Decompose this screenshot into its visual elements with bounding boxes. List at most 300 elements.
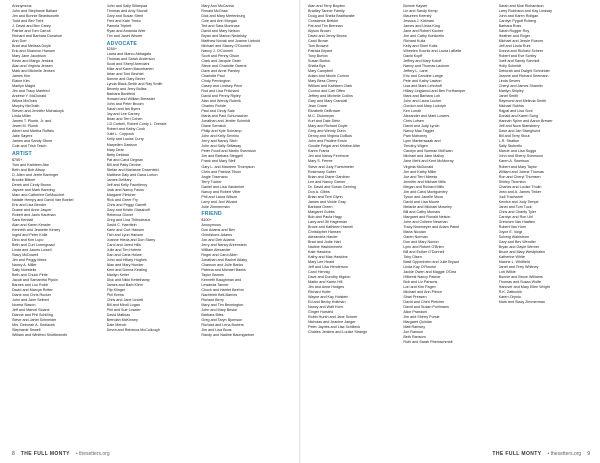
donor-name: John and Pauline Erwin [308, 139, 347, 144]
donor-name: Wayne and Kay Holstein [308, 294, 349, 299]
donor-name: Alan and Wendy Rubnik [201, 99, 241, 104]
donor-name: Donna and Richard Scheer [498, 49, 544, 54]
donor-name: Jim and Kathy Miller [403, 169, 437, 174]
donor-name: John and Stephanie Ballard [12, 9, 58, 14]
donor-name: Joe and Terri Mieeks [403, 174, 438, 179]
donor-name: Robert and Kathy Cook [106, 127, 146, 132]
donor-column-1 [12, 4, 103, 444]
donor-name: Bill and Mindi Logan [106, 303, 140, 307]
donor-column-2 [107, 4, 198, 444]
donor-name: Lin and Sandy Kemp [403, 9, 438, 14]
donor-name: Sara Kendall [12, 217, 34, 222]
donor-name: Nadine Hashimmerie [308, 244, 343, 249]
donor-name: Tony Burton [308, 54, 328, 59]
tier-heading: ADVOCATE [106, 40, 137, 47]
donor-name: David and Lisa Moore [403, 199, 440, 204]
donor-name: Jeff and Linda Ruhl [498, 44, 531, 49]
donor-name: Diane and Chris Rucker [12, 292, 52, 297]
donor-name: Jackie Owen and Maggie O'Dea [403, 269, 457, 274]
donor-name: Larry and Joni Wizard [201, 199, 238, 204]
donor-name: Chris and Patricia Tilson [201, 169, 242, 174]
donor-name: Alan and Karen Kessler [12, 222, 51, 227]
donor-name: Doug and Sheila Braithwaite [308, 14, 355, 19]
donor-name: Jeff and Lisa Henderson [308, 264, 348, 269]
donor-name: James DeMary [106, 177, 132, 182]
donor-name: Bill and Esther O'Donnell [403, 249, 445, 254]
footer-site: • thesetters.org [547, 451, 582, 457]
page-number: 9 [587, 451, 590, 457]
donor-name: Rick and Greer Fry [106, 197, 138, 202]
donor-name: Kevin and Margo Jenkins [12, 59, 54, 64]
donor-name: Phil and Laura Wilson [201, 194, 238, 199]
donor-name: Robert and Janis Kaufman [12, 212, 56, 217]
donor-name: Dick and Nikki Kettelhamp [106, 277, 150, 282]
donor-name: Thomas and Sarah Anderson [106, 57, 155, 62]
donor-name: David Mathias [106, 313, 131, 318]
donor-name: Chris and Peggy Garrett [106, 202, 147, 207]
donor-name: Timothy Wigen [403, 144, 428, 149]
donor-name: Alan and Mary Hunder [106, 262, 144, 267]
donor-name: Greg and Taryn Bjornson [201, 318, 243, 323]
donor-name: Mary Dear [106, 147, 124, 152]
donor-name: Greg and Lina Thibodeaux [106, 217, 151, 222]
donor-name: David and Jenny Brown [308, 34, 347, 39]
donor-name: John and Kelly Sevrino [201, 134, 240, 139]
donor-name: Garen Norman [403, 234, 428, 239]
donor-name: Pat and Carol Degnan [106, 157, 144, 162]
donor-name: Chris and Jane Lindell [106, 297, 144, 302]
donor-name: Rod and Lisa Pritchard [201, 89, 239, 94]
donor-name: Jim and Lisa Boos [201, 328, 232, 333]
donor-name: Frank and Mary Stell [201, 159, 236, 164]
donor-name: Maxine L. Whitfield [498, 259, 530, 264]
donor-name: Robert Van Horn [498, 224, 527, 229]
donor-name: Stephanie Sewell [12, 328, 41, 333]
donor-name: David and Cheri Pletcher [403, 299, 445, 304]
donor-name: Denny and Virginia DuBois [308, 134, 353, 139]
donor-name: Don A. Gibbs [308, 189, 330, 194]
donor-name: David C. Haertlein [106, 222, 137, 227]
donor-name: Kent and Donna Keating [106, 267, 147, 272]
donor-name: Murphy McGrath [12, 104, 40, 109]
donor-name: Jean and A. James Tinker [498, 189, 542, 194]
donor-name: John and Mary Beske [201, 308, 238, 313]
donor-name: Carolyn and Norman McEwan [403, 149, 453, 154]
donor-name: Shari Pressen [403, 294, 427, 299]
donor-name: Phil and Sue Lowder [106, 308, 141, 313]
donor-name: Patrice and Tom Carroll [12, 29, 51, 34]
donor-name: Maryellen Dawson [106, 142, 138, 147]
donor-name: Taylor Barnes [201, 272, 224, 277]
donor-name: Betty Debban [106, 152, 130, 157]
donor-name: Jeff and Nora Stansberry [498, 124, 540, 129]
donor-name: Richard and Barbara Donahue [12, 34, 63, 39]
donor-name: John and Sherry Svensson [498, 154, 543, 159]
donor-name: Karie and Curt Hansen [106, 227, 145, 232]
donor-name: Barbara Ross [498, 24, 522, 29]
donor-name: Flip Klinger [106, 287, 126, 292]
donor-name: James and Vickie Gray [308, 199, 346, 204]
donor-name: Marcie and Lisa Suggs [498, 149, 537, 154]
donor-name: J.D.Corbell, Robert Cordy L. Dressie [106, 122, 167, 127]
donor-name: Carol Brown [308, 39, 329, 44]
donor-name: Wilma McGraw [12, 99, 37, 104]
donor-name: Sarah Rugger Roy [498, 29, 530, 34]
donor-name: Linda and James Lowell [12, 247, 52, 252]
donor-name: Linda Kay O'Rourke [403, 264, 437, 269]
donor-name: William Alexander [201, 247, 231, 252]
donor-name: Mary and Richard Doyle [308, 124, 348, 129]
donor-name: Barbara Bonifield [106, 92, 135, 97]
donor-name: Robert and Mary Taylor [498, 164, 537, 169]
donor-name: Heather and Roger [498, 34, 531, 39]
donor-name: Jim and Nancy Fenimore [308, 154, 349, 159]
donor-name: Jodi Tracharne [498, 194, 524, 199]
donor-name: Lewanda Tanner [201, 282, 229, 287]
donor-name: Mary and Tim Bennington [201, 303, 244, 307]
donor-name: Tyson and Janelle Moos [403, 194, 444, 199]
donor-name: John and Jane Seibert [12, 297, 49, 302]
donor-name: William and Jolene Thomas [498, 169, 544, 174]
donor-name: Ted and Sara Montrose [201, 24, 240, 29]
donor-name: Alexandria Harder [308, 234, 338, 239]
donor-name: David and Penny Ripley [201, 94, 241, 99]
donor-name: Tracy Newmeyer and Adam Pabst [403, 224, 460, 229]
donor-name: Ingrid and Peter Kollé [12, 232, 48, 237]
donor-name: William and Kathleen Clark [308, 84, 353, 89]
donor-name: Alice Prandoni [403, 309, 428, 314]
donor-name: Hannah Spinn and Aaron Brewer [498, 119, 553, 124]
donor-name: Julie L. Coppock [106, 132, 134, 137]
donor-name: Brad and Jodie Hart [308, 239, 341, 244]
donor-name: Constance Brekke [308, 19, 339, 24]
donor-name: Bill and Cathy Mumaw [403, 209, 441, 214]
donor-name: Raymond and Melinda Smith [498, 99, 547, 104]
donor-name: Lisa and Mark Lehnhoff [403, 84, 442, 89]
donor-name: Kathy and Max Hawkins [308, 254, 348, 259]
donor-name: Mark and Barbara Loh [403, 94, 441, 99]
donor-name: Michael and Ann Pierce [403, 289, 443, 294]
donor-name: Brian and Terri Cohen [106, 117, 143, 122]
donor-name: Lynn and Robert O'Brien [403, 244, 444, 249]
donor-name: Carol and Jared Hills [106, 242, 141, 247]
footer-brand: THE FULL MONTY [20, 451, 70, 457]
donor-name: Richard Berry [201, 297, 224, 302]
donor-name: Lori and Kim Pagen [403, 284, 436, 289]
donor-name: Terry Tucker [201, 179, 222, 184]
donor-name: Derek and Cindy Brown [12, 182, 51, 187]
donor-name: Jon and Deb Adams [201, 237, 235, 242]
donor-name: Matthew Novak and Joanne Liebold [201, 39, 260, 44]
donor-name: James and Linda King [403, 24, 440, 29]
donor-name: Brian and Terri Glynn [308, 194, 343, 199]
donor-name: Jonathan and Rachel Allaby [201, 257, 248, 262]
donor-name: Brad and Melissa Doyle [12, 44, 51, 49]
donor-name: Karen Frantz [308, 149, 330, 154]
donor-name: Tom Browne [308, 44, 329, 49]
donor-name: Phil Kreba [106, 292, 124, 297]
donor-name: Robin Hursh and Jane Scheer [308, 314, 358, 319]
donor-name: James Kim [12, 74, 31, 79]
donor-name: Scott and Penny Olson [201, 54, 240, 59]
footer-site: • thesetters.org [75, 451, 110, 457]
donor-name: Lynn Mantenwaab and [403, 139, 441, 144]
donor-name: David Kopff [403, 54, 423, 59]
donor-name: Matthew Daly and Dana Lorton [106, 172, 158, 177]
donor-name: James and Barb Klein [106, 282, 143, 287]
donor-name: Robert and Eve Schley [498, 54, 537, 59]
donor-name: Katherine White [498, 254, 525, 259]
donor-name: Brendan McKinney [106, 318, 138, 323]
donor-name: Pete and Kathy Lawton [403, 79, 442, 84]
donor-name: Dave and Dorothy Higdon [308, 274, 351, 279]
donor-name: Bob and Paula Hagy [308, 214, 342, 219]
donor-name: Marc and Catherine DeMouchet [12, 192, 65, 197]
donor-name: Peter Jaynes and Lisa Schilleck [308, 325, 361, 329]
donor-name: Pamela Triplett [106, 24, 132, 29]
donor-name: Jeff and Kelly Fauntleroy [106, 182, 148, 187]
donor-name: Bonnie and Gary Bever [106, 77, 146, 82]
donor-name: Ryan and Amanda Weir [106, 29, 146, 34]
donor-name: Bill and Patty Devine [106, 162, 141, 167]
donor-name: William and Winifred Shuttleworth [12, 333, 68, 338]
donor-name: Kelly and Sheri Kolts [403, 44, 438, 49]
donor-name: Eric and Lisa Bender [12, 202, 47, 207]
donor-name: Grindstone-Adams [201, 232, 233, 237]
donor-name: Nancy Mac Tagget [403, 129, 434, 134]
donor-name: Steven and Jennifer Michalczyk [12, 109, 64, 114]
donor-name: Mary Campbell [308, 69, 333, 74]
donor-name: Natalie Hempy and David Van Boekel [12, 197, 74, 202]
donor-name: Toby Olsen [403, 254, 422, 259]
donor-name: Kenneth and Jeanette Kinsey [12, 227, 61, 232]
donor-name: Jim and Cathy Konikrelis [403, 34, 444, 39]
donor-name: Christopher Hansen [308, 229, 341, 234]
donor-name: Patricia and Michael Banks [201, 267, 246, 272]
donor-name: Mary Ann McCanna [201, 4, 234, 8]
donor-name: David and Judy Lynch [403, 124, 440, 129]
donor-name: Maria and Paul Schumacher [201, 114, 248, 119]
donor-name: David and Marcya Rotter [12, 287, 53, 292]
donor-name: Sarah and Ian Byers [106, 107, 141, 112]
donor-name: Mary Bess Cherry [308, 79, 338, 84]
donor-name: John and Hillary Hughes [106, 257, 147, 262]
donor-name: Norma Siason [12, 303, 36, 307]
donor-name: Beth and Chuck Pirtle [12, 272, 48, 277]
donor-name: Jewel M. Plumb [12, 124, 39, 129]
donor-name: Virginia McDonald [403, 164, 434, 169]
donor-name: Marilyn Shipley [498, 89, 524, 94]
donor-name: Richard Kulla [403, 39, 426, 44]
donor-name: Matt Ramsey [403, 325, 426, 329]
donor-name: Margaret Fletcher [106, 192, 136, 197]
donor-name: Dianne and Phil Schilling [12, 313, 53, 318]
donor-name: Randy and Nadine Baumgartner [201, 333, 255, 338]
donor-name: Cole and Ann Morgan [201, 19, 238, 24]
donor-name: John and Karen Rollgan [498, 14, 539, 19]
donor-name: D. Allen and Jerrie Barringer [12, 172, 59, 177]
donor-name: Bill and Terry Stout [498, 134, 530, 139]
donor-name: Tim and Janet Wisner [106, 34, 143, 39]
donor-name: Dan and Carla Holwe [106, 252, 142, 257]
donor-name: Carolyn Pygott Roberg [498, 19, 536, 24]
donor-name: Alan and Virginia Jensen [12, 64, 53, 69]
donor-name: Ginger Hursted [308, 309, 334, 314]
donor-name: Chuck and Harriet Beehm [201, 287, 244, 292]
donor-name: R.K. Zattuchik [498, 289, 522, 294]
donor-name: John and Laura Lucher [403, 99, 442, 104]
donor-name: Melanie and Michael Moseley [403, 204, 452, 209]
donor-name: Bryan and Marion Nedelsky [201, 34, 247, 39]
donor-name: Beth Ransom [403, 335, 426, 340]
donor-name: Kate Hawkins [308, 249, 331, 254]
donor-name: Gary and Bev Wendler [498, 239, 536, 244]
donor-name: Howard and William Brewster [106, 97, 156, 102]
donor-name: Barbara Green [308, 204, 333, 209]
donor-name: Jim and Peggy Meek [12, 257, 47, 262]
donor-name: Nancy J. O'Connell [201, 49, 233, 54]
donor-name: Kurt and Dale Dietz [308, 119, 340, 124]
donor-name: Barbara Biles [201, 313, 224, 318]
donor-name: L.R. Stratton [498, 139, 520, 144]
donor-name: Elaine Kim [12, 79, 30, 84]
donor-name: Nicholas and Jeanine Jaeger [308, 319, 356, 324]
donor-name: Carolyn and Ron Uhl [498, 214, 533, 219]
donor-name: Joelt and Sandy Schmidt [498, 59, 540, 64]
donor-name: Holly Schmidt [498, 64, 522, 69]
donor-name: Joanne Hieda and Don Starry [106, 237, 156, 242]
donor-name: Thomas and Susan Wolfe [498, 279, 542, 284]
donor-name: Tom and Kathleen Abe [12, 162, 50, 167]
donor-name: Jim and Anne Hodges [308, 284, 345, 289]
donor-name: Jim and Carol Montgomery [403, 189, 448, 194]
donor-name: Pam Mahoney [403, 134, 428, 139]
donor-name: John and Sally Stillaway [201, 144, 242, 149]
donor-name: Bryan and Gayle Werner [498, 244, 540, 249]
donor-name: Beth and Curt Lorengraad [12, 242, 55, 247]
donor-name: Lynda Black-Smith and Ray Smith [106, 82, 163, 87]
donor-name: Anonymous [12, 4, 32, 8]
donor-name: Hanover and Mary Ellen Wright [498, 284, 550, 289]
donor-name: Greg and Wendy Dunn [308, 129, 346, 134]
donor-name: Lee and Nancy Garner [308, 179, 346, 184]
donor-name: Mary S. Ferree [308, 159, 333, 164]
donor-name: Rebecca Glover [106, 212, 134, 217]
donor-name: David and Mary Nelson [201, 29, 240, 34]
donor-name: Steve and Charlotte Owens [201, 64, 247, 69]
donor-name: J. David and Bev Carey [12, 24, 51, 29]
donor-name: Rajpal and Lisa Soni [498, 109, 533, 114]
donor-name: Michael and Jessie Rueum [498, 39, 543, 44]
donor-name: Richard and Lena Bowers [201, 323, 244, 328]
donor-name: Lori Wilkie [498, 269, 516, 274]
donor-name: Devra and Rebecca McCullough [106, 328, 160, 333]
donor-name: John and Sally Sillanpaa [106, 4, 148, 8]
donor-name: Fred and Kate Timko [106, 19, 141, 24]
donor-name: Dr. David and Susan Gehring [308, 184, 356, 189]
donor-name: Steve and Janet Schneider [12, 318, 57, 323]
donor-name: Richard Hofer [308, 289, 331, 294]
donor-name: Solveig Wahlstrom [498, 234, 530, 239]
donor-name: Brooke Bittner [12, 177, 36, 182]
donor-name: Jon Ranson [403, 330, 424, 335]
donor-name: Alan and Terry Boyden [308, 4, 346, 8]
tier-amount: $750+ [12, 157, 23, 162]
donor-name: Thomas and Amy Stovall [106, 9, 148, 14]
donor-name: Gary and Susan Streit [106, 14, 143, 19]
tier-heading: ARTIST [12, 150, 32, 157]
donor-name: Michael and Jane Malloy [403, 154, 444, 159]
donor-name: Jessica J. Kirkham [403, 19, 435, 24]
donor-name: James and Sandy Stone [12, 139, 53, 144]
donor-name: Bruce and Kathleen Hamell [308, 224, 353, 229]
right-footer [492, 451, 590, 457]
donor-name: Megan and Richard Mills [403, 184, 444, 189]
donor-name: Margaret Quinlan [403, 319, 432, 324]
donor-name: Beth and Bob Allsop [12, 167, 46, 172]
donor-name: Dave and Anne Parsley [201, 69, 240, 74]
donor-name: Arlan and Toni Bechtel [106, 72, 144, 77]
donor-name: Larry Robinson and Kay Lindsay [498, 9, 552, 14]
donor-name: Gretchen Van Haaften [498, 219, 536, 224]
donor-name: Jim and Bonnie Beardsworth [12, 14, 60, 19]
page-number: 8 [12, 451, 15, 457]
donor-name: Mark and Michelle Jensen [12, 69, 55, 74]
donor-name: Donald and Karen Song [498, 114, 539, 119]
donor-column-6 [499, 4, 590, 444]
donor-name: Eric and Shannon Hansen [12, 49, 56, 54]
donor-name: Jeff and Marvel Sloane [12, 308, 50, 313]
donor-name: Ken Lundh [403, 109, 422, 114]
donor-name: Ron and Cheryl Thomsen [498, 174, 541, 179]
donor-name: Ronald McGraw [201, 9, 228, 14]
donor-name: Mary Lee Heald [308, 259, 335, 264]
donor-name: Jane Mehl and Kent McMurray [403, 159, 454, 164]
donor-name: Dino and Kim Lupo [12, 237, 44, 242]
donor-name: M.C. Dickmeyer [308, 114, 335, 119]
donor-name: Jerry and Nancy Ahrenstein [201, 242, 247, 247]
donor-name: Shirley Thornton [498, 179, 526, 184]
donor-name: Kenneth Baughman and [201, 277, 242, 282]
donor-name: John and Colleen Newman [403, 219, 448, 224]
donor-name: Jake Sayers [12, 134, 33, 139]
donor-name: Don and Mary Norton [403, 239, 439, 244]
donor-name: Connor and Carl Offen [308, 89, 346, 94]
donor-name: Jeanne and Richard Seemann [498, 74, 549, 79]
footer-brand: THE FULL MONTY [492, 451, 542, 457]
donor-name: Nachtrieb Bell-Barnes [201, 292, 238, 297]
donor-name: Dale Mench [106, 323, 127, 328]
donor-name: Hillcrest Nancy Palmer [403, 274, 441, 279]
donor-name: Bradley Tanner Family [308, 9, 345, 14]
donor-name: Cole and Trish Tesch [12, 144, 47, 149]
donor-name: Stacy McDowell [12, 252, 39, 257]
donor-name: Goodie Felgar and Kristine Alter [308, 144, 361, 149]
donor-name: Jay and Lee Carney [106, 112, 140, 117]
right-columns [308, 4, 590, 444]
donor-name: Hillary Lingwood and Ben Forthamper [403, 89, 466, 94]
donor-name: Jean Crane [308, 104, 328, 109]
donor-name: Scott and Sheryl Arendahl [106, 62, 150, 67]
donor-name: Nancy A. Miller [12, 262, 37, 267]
donor-name: Julie Zimmerman [201, 204, 230, 209]
tier-amount: $100+ [201, 217, 212, 222]
donor-name: Martin and Karen Hill [308, 279, 343, 284]
donor-name: Dave and Jan Stanghund [498, 129, 541, 134]
donor-name: Joyce E. Voigt [498, 229, 523, 234]
donor-name: Sally Noestelle [12, 267, 37, 272]
donor-name: Bonnie Kayser [403, 4, 428, 8]
